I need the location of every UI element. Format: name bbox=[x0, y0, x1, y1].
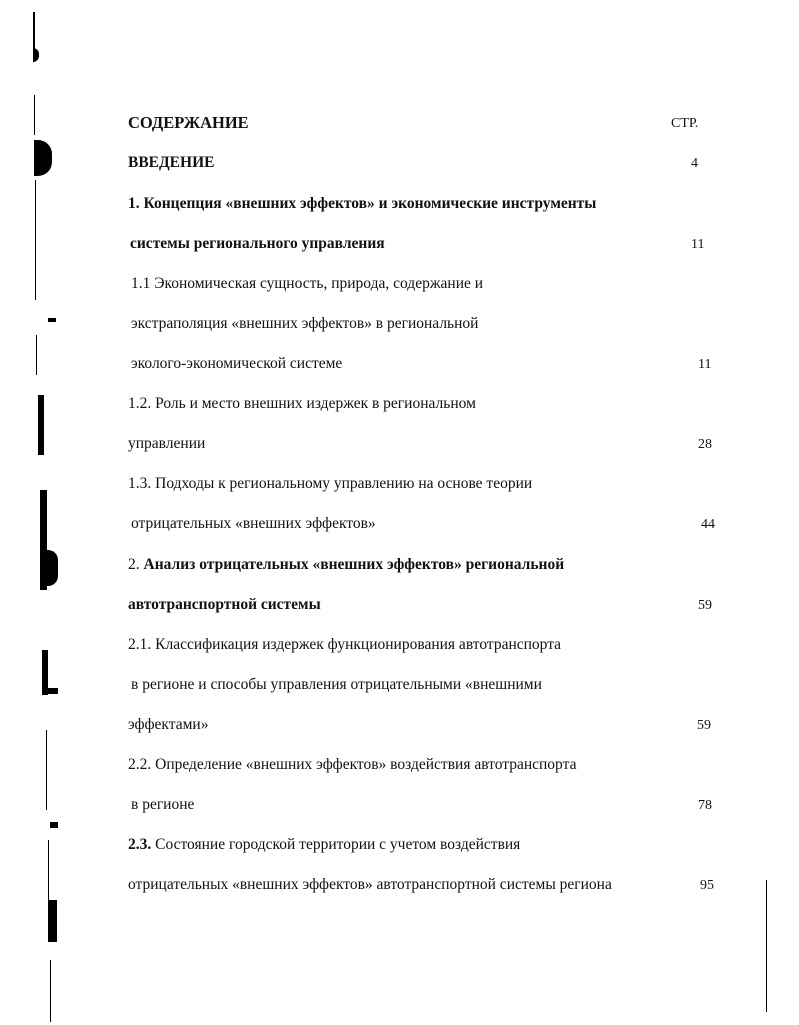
scan-edge-mark bbox=[48, 840, 49, 900]
scan-edge-mark bbox=[48, 318, 56, 322]
scan-edge-mark bbox=[33, 48, 39, 62]
toc-page-number: 11 bbox=[691, 237, 705, 252]
toc-page-number: 59 bbox=[697, 718, 711, 733]
scan-edge-mark bbox=[766, 880, 767, 1012]
toc-page-number: 28 bbox=[698, 437, 712, 452]
section-2-3-number: 2.3. bbox=[128, 836, 152, 853]
toc-entry-chapter-1-cont: системы регионального управления bbox=[130, 235, 385, 252]
toc-entry-section-1-1: 1.1 Экономическая сущность, природа, содержание и bbox=[131, 275, 484, 292]
scan-edge-mark bbox=[48, 900, 57, 942]
toc-page-number: 95 bbox=[700, 878, 714, 893]
toc-page-number: 78 bbox=[698, 798, 712, 813]
toc-heading: СОДЕРЖАНИЕ bbox=[128, 113, 249, 132]
toc-page-number: 44 bbox=[701, 517, 715, 532]
scan-edge-mark bbox=[46, 550, 58, 586]
toc-entry-section-1-3: 1.3. Подходы к региональному управлению на основе теории bbox=[128, 475, 533, 492]
scan-edge-mark bbox=[34, 140, 52, 176]
toc-page-number: 4 bbox=[691, 156, 698, 171]
chapter-2-title: Анализ отрицательных «внешних эффектов» региональной bbox=[143, 556, 565, 573]
toc-entry-section-1-2-cont: управлении bbox=[128, 435, 206, 452]
chapter-2-number: 2. bbox=[128, 556, 144, 573]
toc-entry-chapter-1: 1. Концепция «внешних эффектов» и экономические инструменты bbox=[128, 195, 597, 212]
toc-entry-section-1-2: 1.2. Роль и место внешних издержек в региональном bbox=[128, 395, 476, 412]
scan-edge-mark bbox=[34, 95, 35, 135]
toc-entry-section-2-1-cont: эффектами» bbox=[128, 716, 209, 733]
toc-page-number: 11 bbox=[698, 357, 712, 372]
page-column-label: СТР. bbox=[671, 116, 699, 131]
section-2-3-title: Состояние городской территории с учетом воздействия bbox=[151, 836, 521, 853]
toc-entry-section-2-2: 2.2. Определение «внешних эффектов» воздействия автотранспорта bbox=[128, 756, 577, 773]
scan-edge-mark bbox=[38, 395, 44, 455]
toc-entry-introduction: ВВЕДЕНИЕ bbox=[128, 154, 215, 171]
toc-entry-section-2-1-cont: в регионе и способы управления отрицательными «внешними bbox=[131, 676, 542, 693]
scan-edge-mark bbox=[36, 335, 37, 375]
scan-edge-mark bbox=[42, 688, 58, 694]
scan-edge-mark bbox=[50, 822, 58, 828]
scan-edge-mark bbox=[46, 730, 47, 810]
toc-entry-section-1-1-cont: эколого-экономической системе bbox=[131, 355, 343, 372]
toc-entry-section-2-1: 2.1. Классификация издержек функционирования автотранспорта bbox=[128, 636, 562, 653]
toc-entry-section-2-2-cont: в регионе bbox=[131, 796, 195, 813]
scan-edge-mark bbox=[35, 180, 36, 300]
scan-edge-mark bbox=[50, 960, 51, 1022]
toc-entry-section-2-3-cont: отрицательных «внешних эффектов» автотранспортной системы региона bbox=[128, 876, 612, 893]
toc-page-number: 59 bbox=[698, 598, 712, 613]
toc-entry-chapter-2 bbox=[128, 555, 564, 575]
toc-entry-section-1-1-cont: экстраполяция «внешних эффектов» в региональной bbox=[131, 315, 479, 332]
toc-entry-section-1-3-cont: отрицательных «внешних эффектов» bbox=[131, 515, 376, 532]
toc-entry-chapter-2-cont: автотранспортной системы bbox=[128, 596, 321, 613]
toc-entry-section-2-3 bbox=[128, 835, 520, 855]
